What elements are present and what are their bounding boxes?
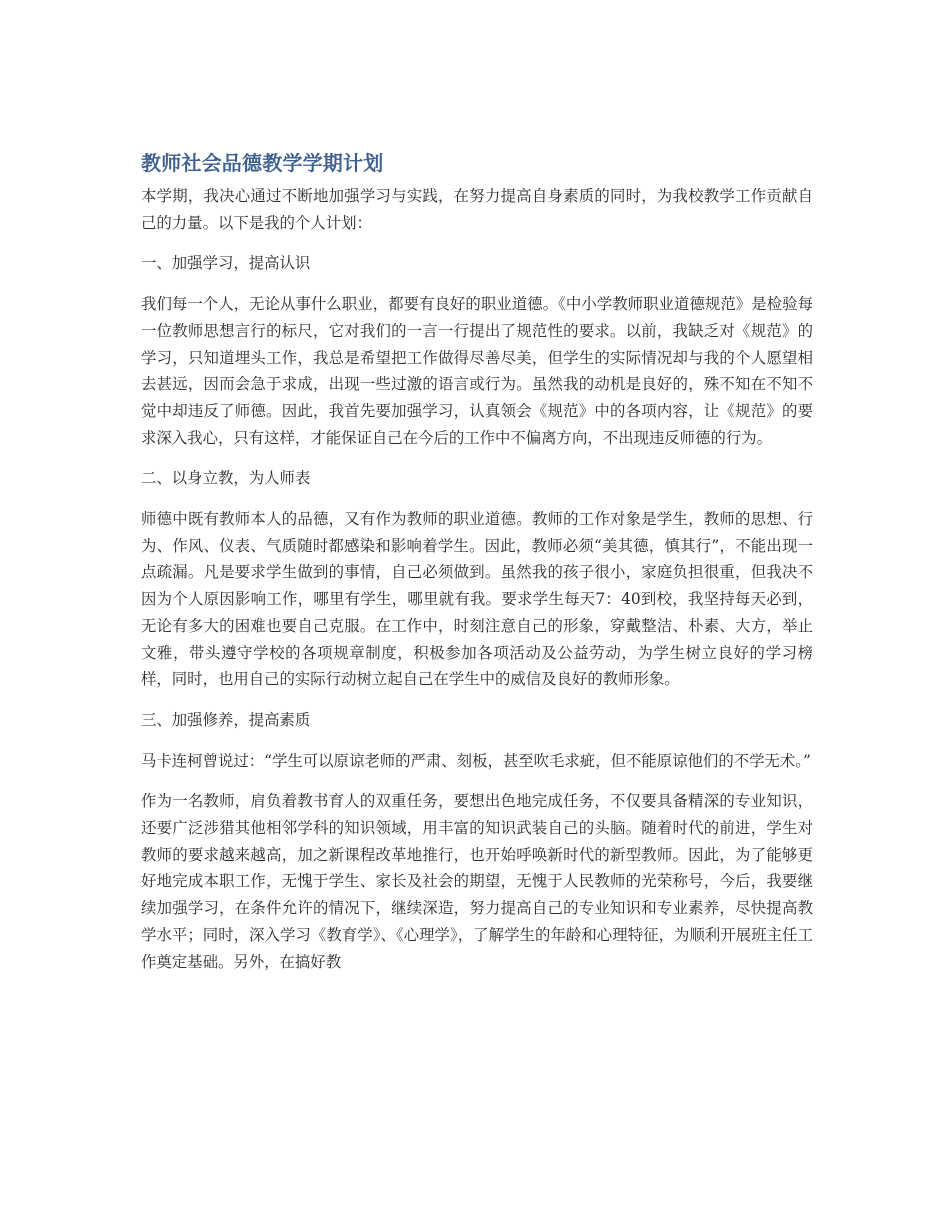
section-3-heading: 三、加强修养，提高素质 <box>141 710 311 729</box>
intro-paragraph: 本学期，我决心通过不断地加强学习与实践，在努力提高自身素质的同时，为我校教学工作贡献自己的力量。以下是我的个人计划： <box>141 187 813 232</box>
document-page <box>141 146 813 989</box>
document-title: 教师社会品德教学学期计划 <box>141 151 384 175</box>
section-1-paragraph: 我们每一个人，无论从事什么职业，都要有良好的职业道德。《中小学教师职业道德规范》是检验每一位教师思想言行的标尺，它对我们的一言一行提出了规范性的要求。以前，我缺乏对《规范》的学习，只知道埋头工作，我总是希望把工作做得尽善尽美，但学生的实际情况却与我的个人愿望相去甚远，因而会急于求成，出现一些过激的语言或行为。虽然我的动机是良好的，殊不知在不知不觉中却违反了师德。因此，我首先要加强学习，认真领会《规范》中的各项内容，让《规范》的要求深入我心，只有这样，才能保证自己在今后的工作中不偏离方向，不出现违反师德的行为。 <box>141 295 813 447</box>
section-1-heading: 一、加强学习，提高认识 <box>141 254 311 273</box>
section-3-quote: 马卡连柯曾说过：“学生可以原谅老师的严肃、刻板，甚至吹毛求疵，但不能原谅他们的不学无术。” <box>141 751 811 770</box>
section-2-paragraph: 师德中既有教师本人的品德，又有作为教师的职业道德。教师的工作对象是学生，教师的思想、行为、作风、仪表、气质随时都感染和影响着学生。因此，教师必须“美其德，慎其行”，不能出现一点疏漏。凡是要求学生做到的事情，自己必须做到。虽然我的孩子很小，家庭负担很重，但我决不因为个人原因影响工作，哪里有学生，哪里就有我。要求学生每天7：40到校，我坚持每天必到，无论有多大的困难也要自己克服。在工作中，时刻注意自己的形象，穿戴整洁、朴素、大方，举止文雅，带头遵守学校的各项规章制度，积极参加各项活动及公益劳动，为学生树立良好的学习榜样，同时，也用自己的实际行动树立起自己在学生中的威信及良好的教师形象。 <box>141 510 813 689</box>
section-3-paragraph: 作为一名教师，肩负着教书育人的双重任务，要想出色地完成任务，不仅要具备精深的专业知识，还要广泛涉猎其他相邻学科的知识领域，用丰富的知识武装自己的头脑。随着时代的前进，学生对教师的要求越来越高，加之新课程改革地推行，也开始呼唤新时代的新型教师。因此，为了能够更好地完成本职工作，无愧于学生、家长及社会的期望，无愧于人民教师的光荣称号，今后，我要继续加强学习，在条件允许的情况下，继续深造，努力提高自己的专业知识和专业素养，尽快提高教学水平；同时，深入学习《教育学》、《心理学》，了解学生的年龄和心理特征，为顺利开展班主任工作奠定基础。另外，在搞好教 <box>141 792 813 971</box>
section-2-heading: 二、以身立教，为人师表 <box>141 469 311 488</box>
